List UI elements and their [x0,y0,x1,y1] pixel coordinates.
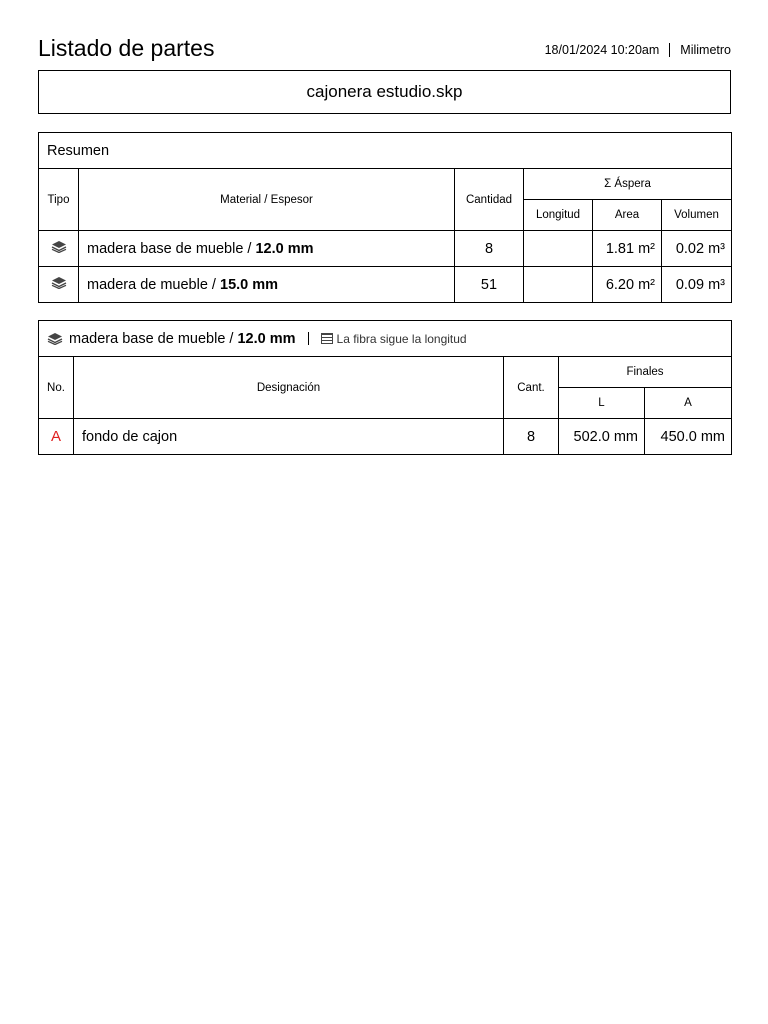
area-cell: 6.20 m² [593,267,662,303]
length-unit: Milimetro [680,43,731,57]
sheet-stack-icon [51,276,67,289]
quantity-cell: 8 [455,231,524,267]
volume-cell: 0.02 m³ [662,231,732,267]
col-header-final: Finales [559,357,732,388]
designation-cell: fondo de cajon [74,419,504,455]
part-quantity-cell: 8 [504,419,559,455]
page-header [38,34,731,64]
summary-table [38,132,732,303]
final-width-cell: 450.0 mm [645,419,732,455]
col-header-volume: Volumen [662,200,732,231]
parts-material-name: madera base de mueble / [69,330,238,347]
col-header-number: No. [39,357,74,419]
part-number-cell: A [39,419,74,455]
page-meta [545,42,731,58]
quantity-cell: 51 [455,267,524,303]
col-header-material: Material / Espesor [79,169,455,231]
col-header-quantity: Cantidad [455,169,524,231]
col-header-area: Area [593,200,662,231]
col-header-rough: Σ Áspera [524,169,732,200]
final-length-cell: 502.0 mm [559,419,645,455]
parts-material-thickness: 12.0 mm [237,330,296,347]
parts-table [38,320,732,455]
meta-separator [669,43,670,57]
parts-group-title [39,321,732,357]
sheet-stack-icon [51,240,67,253]
grain-direction-icon [321,333,333,344]
col-header-type: Tipo [39,169,79,231]
sheet-stack-icon [47,332,63,345]
summary-title: Resumen [39,133,732,169]
page-title: Listado de partes [38,35,215,61]
model-filename-box [38,70,731,114]
length-cell [524,267,593,303]
report-datetime: 18/01/2024 10:20am [544,43,660,57]
col-header-final-length: L [559,388,645,419]
length-cell [524,231,593,267]
col-header-final-width: A [645,388,732,419]
table-row [39,419,732,455]
material-cell [79,231,455,267]
col-header-part-quantity: Cant. [504,357,559,419]
model-filename: cajonera estudio.skp [306,82,463,101]
material-thickness: 15.0 mm [220,276,279,293]
table-row [39,267,732,303]
type-cell [39,267,79,303]
col-header-length: Longitud [524,200,593,231]
type-cell [39,231,79,267]
material-name: madera base de mueble / [87,240,256,257]
material-thickness: 12.0 mm [255,240,314,257]
area-cell: 1.81 m² [593,231,662,267]
material-cell [79,267,455,303]
volume-cell: 0.09 m³ [662,267,732,303]
col-header-designation: Designación [74,357,504,419]
table-row [39,231,732,267]
material-name: madera de mueble / [87,276,220,293]
title-separator [308,332,309,345]
grain-note: La fibra sigue la longitud [336,331,467,346]
